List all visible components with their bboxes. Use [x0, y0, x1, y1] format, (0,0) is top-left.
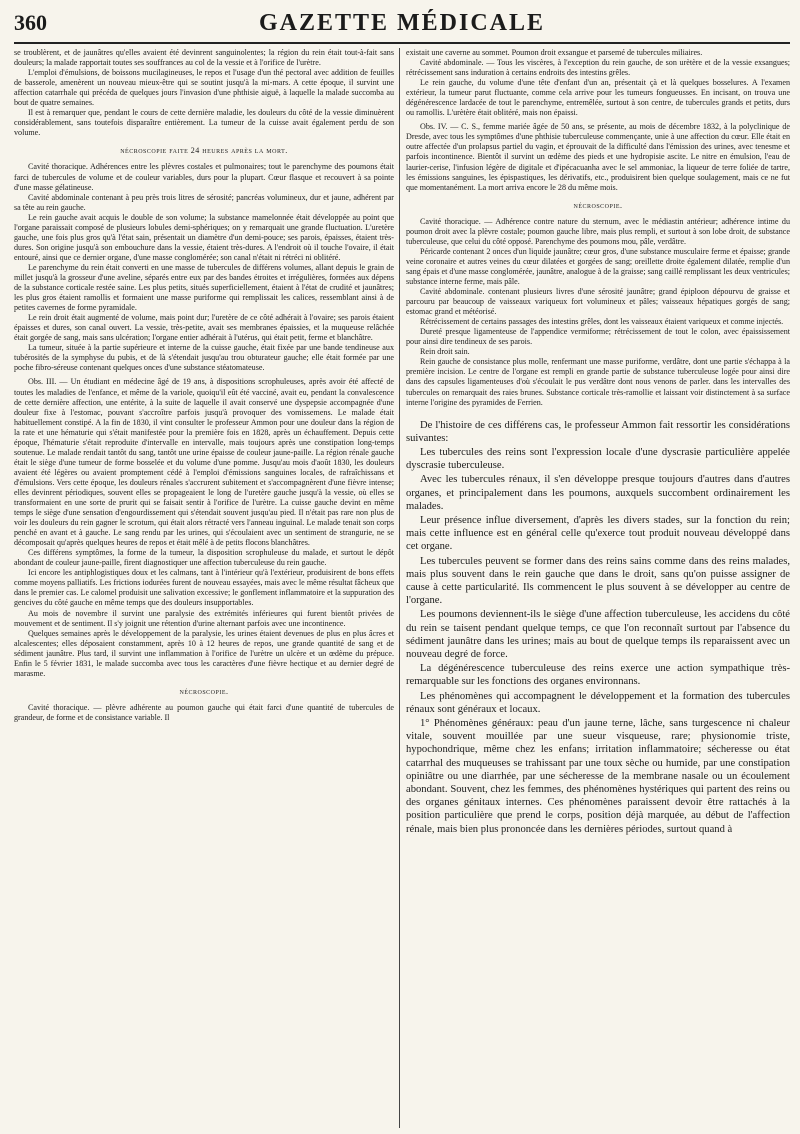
paragraph: existait une caverne au sommet. Poumon droit exsangue et parsemé de tubercules miliaires.	[406, 48, 703, 57]
paragraph: Dureté presque ligamenteuse de l'appendice vermiforme; rétrécissement de tout le colon, avec épaississement pour ainsi dire tendineux de ses parois.	[406, 327, 790, 347]
paragraph: Rein gauche de consistance plus molle, renfermant une masse puriforme, verdâtre, dont une partie s'échappa à la première incision. Le centre de l'organe est rempli en grande partie de substance tuberculeuse logée pour ainsi dire dans des capsules ligamenteuses d'où s'écoulait le pus verdâtre dont nous venons de parler. dans les intervalles des tubercules on remarquait des raies brunes. Substance corticale très-ramollie et laissant voir distinctement à sa surface interne l'origine des pyramides de Ferrien.	[406, 357, 790, 407]
page-header	[14, 8, 790, 44]
page-number: 360	[14, 10, 47, 35]
paragraph: La dégénérescence tuberculeuse des reins exerce une action sympathique très-remarquable sur les fonctions des organes environnans.	[406, 663, 790, 688]
right-small-text	[406, 48, 790, 408]
paragraph-observation-4: Obs. IV. — C. S., femme mariée âgée de 50 ans, se présente, au mois de décembre 1832, à la polyclinique de Dresde, avec tous les symptômes d'une phthisie tuberculeuse commençante, unie à une affection du cœur. Elle était en outre affectée d'un prolapsus partiel du vagin, et éprouvait de la difficulté dans l'émission des urines, avec tenesme et parfois incontinence. Bientôt il survint un œdème des pieds et une hydropisie ascite. Le nitre en émulsion, l'eau de laurier-cerise, l'infusion légère de digitale et d'ipécacuanha avec le sel ammoniac, la liqueur de terre foliée de tartre, les émissions sanguines, les épispastiques, les dérivatifs, etc., produisirent bien quelque soulagement, mais ce ne fut que momentanément. La mort arriva encore le 28 du même mois.	[406, 122, 790, 192]
paragraph: Cavité abdominale. contenant plusieurs livres d'une sérosité jaunâtre; grand épiploon dépourvu de graisse et parcouru par beaucoup de vaisseaux variqueux fort volumineux et pâles; vaisseaux hépatiques gorgés de sang; estomac grand et météorisé.	[406, 287, 790, 317]
section-heading-necropsy: nécroscopie faite 24 heures après la mort.	[120, 146, 288, 156]
paragraph: Rétrécissement de certains passages des intestins grêles, dont les vaisseaux étaient variqueux et comme injectés.	[420, 317, 784, 327]
paragraph-observation-3: Obs. III. — Un étudiant en médecine âgé de 19 ans, à dispositions scrophuleuses, après avoir été affecté de toutes les maladies de l'enfance, et même de la variole, quoiqu'il eût été vacciné, avait eu, pendant la convalescence de cette dernière affection, une entérite, à la suite de laquelle il avait conservé une dyspepsie accompagnée d'une douleur fixe à l'estomac, pouvant s'accroître parfois jusqu'à provoquer des vomissemens. Le malade était habituellement constipé. A la fin de 1830, il vint consulter le professeur Ammon pour une douleur dans la région de la rate et une hématurie qui s'était manifestée pour la première fois en 1828, après un échauffement. Depuis cette époque, l'hématurie s'était reproduite d'intervalle en intervalle, mais toujours après une constipation long-temps soutenue. Le malade rendait tantôt du sang, tantôt une urine épaisse de couleur jaune-paille. La région rénale gauche était le siège d'une tumeur de forme bosselée et du volume d'une pomme. Jusqu'au mois d'août 1830, les douleurs avaient été légères ou avaient promptement cédé à l'emploi d'émissions sanguines locales, de rafraîchissans et d'émulsions. Vers cette époque, les douleurs rénales s'accrurent subitement et s'accompagnèrent d'une fièvre intense; elles devinrent périodiques, souvent elles se propageaient le long de l'uretère gauche jusqu'à la vessie, où elles se transformaient en une sorte de prurit qui se faisait sentir à l'orifice de l'urètre. La cuisse gauche devint en même temps le siège d'une sensation d'engourdissement qui s'étendait souvent jusqu'au pied. Il n'était pas rare non plus de voir les douleurs du rein gagner le scrotum, qui était alors rétracté vers l'anneau inguinal. Le malade tenait son corps penché en avant et à gauche. Le sang rendu par les urines, qui s'écoulaient avec un sentiment de strangurie, ne se décomposait qu'après quelques heures de repos et était mêlé à de petits flocons blanchâtres.	[14, 377, 394, 548]
paragraph: Les poumons deviennent-ils le siège d'une affection tuberculeuse, les accidens du côté du rein se taisent pendant quelque temps, ce que l'on reconnaît surtout par l'absence du sédiment jaunâtre dans les urines; mais au bout de quelque temps ils reparaissent avec un nouveau degré de force.	[406, 609, 790, 661]
paragraph: L'emploi d'émulsions, de boissons mucilagineuses, le repos et l'usage d'un thé pectoral avec addition de feuilles de basserole, amenèrent un nouveau mieux-être qui se soutint jusqu'à la mi-mars. A cette époque, il survint une affection catarrhale qui précéda de quelques jours l'invasion d'une phthisie aiguë, à laquelle la malade succomba au bout de quatre semaines.	[14, 68, 394, 108]
paragraph: Les tubercules des reins sont l'expression locale d'une dyscrasie particulière appelée dyscrasie tuberculeuse.	[406, 447, 790, 472]
paragraph: La tumeur, située à la partie supérieure et interne de la cuisse gauche, était fixée par une bande tendineuse aux tubérosités de la symphyse du pubis, et de là s'étendait jusqu'au trou obturateur gauche; elle était formée par une poche fibro-séreuse contenant quelques onces d'une substance stéatomateuse.	[14, 343, 394, 373]
paragraph: Les phénomènes qui accompagnent le développement et la formation des tubercules rénaux sont généraux et locaux.	[406, 690, 790, 715]
journal-title: GAZETTE MÉDICALE	[258, 10, 546, 36]
right-large-text	[406, 419, 790, 836]
paragraph: Quelques semaines après le développement de la paralysie, les urines étaient devenues de plus en plus âcres et alcalescentes; elles déposaient constamment, après 10 à 12 heures de repos, une grande quantité de sang et de sédiment jaunâtre. Plus tard, il survint une inflammation à l'orifice de l'urètre un ulcère et un œdème du prépuce. Enfin le 5 février 1831, le malade succomba avec tous les caractères d'une fièvre hectique et au dernier degré de marasme.	[14, 628, 394, 678]
article-columns	[14, 48, 790, 1128]
paragraph: Le rein gauche, du volume d'une tête d'enfant d'un an, présentait çà et là quelques bosselures. A l'examen extérieur, la tumeur parut fluctuante, comme cela arrive pour les tumeurs fongueusses. En incisant, on trouva une dégénérescence lardacée de tout le parenchyme, entremêlée, surtout à son centre, de tubercules grands et petits, durs ou ramollis. L'urètère était oblitéré, mais non épaissi.	[406, 78, 790, 118]
left-column	[14, 48, 394, 1128]
paragraph: Leur présence influe diversement, d'après les divers stades, sur la fonction du rein; mais cette influence est en général celle qu'exerce tout produit nouveau développé dans cet organe.	[406, 515, 790, 553]
column-divider	[399, 48, 400, 1128]
paragraph: Le rein droit était augmenté de volume, mais point dur; l'uretère de ce côté adhérait à l'ovaire; ses parois étaient épaisses et dures, son canal ouvert. La vessie, très-petite, avait ses membranes épaissies, et la muqueuse relâchée était gorgée de sang, mais sans ulcération; l'organe entier adhérait à l'utérus, qui était petit, ferme et blanchâtre.	[14, 313, 394, 343]
paragraph: De l'histoire de ces différens cas, le professeur Ammon fait ressortir les considérations suivantes:	[406, 419, 790, 444]
paragraph: Au mois de novembre il survint une paralysie des extrémités inférieures qui furent bientôt privées de mouvement et de sentiment. Il s'y joignit une rétention d'urine alternant parfois avec une incontinence.	[14, 608, 394, 628]
paragraph: Le rein gauche avait acquis le double de son volume; la substance mamelonnée était développée au point que l'organe paraissait composé de plusieurs lobules demi-sphériques; on y remarquait une grande fluctuation. L'uretère gauche, une fois plus gros qu'à l'état sain, présentait un diamètre d'un demi-pouce; ses parois, épaisses, étaient très-dures. Son origine jusqu'à son embouchure dans la vessie, étaient très-dures. A l'endroit où il touche l'ovaire, il était entouré, ainsi que ce dernier organe, d'une masse conglomérée; son canal n'était ni rétréci ni oblitéré.	[14, 212, 394, 262]
paragraph: se troublèrent, et de jaunâtres qu'elles avaient été devinrent sanguinolentes; la région du rein était tout-à-fait sans douleurs; la malade rapportait toutes ses souffrances au col de la vessie et à l'orifice de l'urètre.	[14, 48, 394, 68]
paragraph: Cavité abdominale. — Tous les viscères, à l'exception du rein gauche, de son urètère et de la vessie exsangues; rétrécissement sans induration à certains endroits des intestins grêles.	[406, 58, 790, 78]
paragraph: Cavité abdominale contenant à peu près trois litres de sérosité; pancréas volumineux, dur et jaune, adhérent par sa tête au rein gauche.	[14, 192, 394, 212]
paragraph: Le parenchyme du rein était converti en une masse de tubercules de différens volumes, allant depuis le grain de millet jusqu'à la grosseur d'une aveline, séparés entre eux par des bandes étroites et irrégulières, formées aux dépens de la substance corticale restée saine. Les plus petits, situés superficiellement, étaient à l'état de crudité et jaunâtres; les plus gros étaient ramollis et formaient une masse puriforme qui remplissait les calices, ressemblant ainsi à de petites cavernes de forme pyramidale.	[14, 262, 394, 313]
paragraph: Ici encore les antiphlogistiques doux et les calmans, tant à l'intérieur qu'à l'extérieur, produisirent de bons effets comme moyens palliatifs. Les frictions iodurées furent de nouveau essayées, mais avec le même résultat fâcheux que dans le premier cas. Le calomel produisit une salivation excessive; le gonflement inflammatoire et la suppuration des gencives du côté gauche en même temps que des douleurs insupportables.	[14, 568, 394, 608]
right-column	[406, 48, 790, 1128]
paragraph: Cavité thoracique. — plèvre adhérente au poumon gauche qui était farci d'une quantité de tubercules de grandeur, de forme et de consistance variable. Il	[14, 702, 394, 722]
paragraph: 1° Phénomènes généraux: peau d'un jaune terne, lâche, sans turgescence ni chaleur vitale, souvent mouillée par une sueur visqueuse, rare; physionomie triste, hypochondrique, même chez les enfans; irritation inflammatoire; sécheresse ou état catarrhal des muqueuses se trahissant par une toux sèche ou humide, par une constipation opiniâtre ou une diarrhée, par une sécheresse de la membrane nasale ou un écoulement abondant. Souvent, chez les femmes, des phénomènes hystériques qui partent des reins ou des organes génitaux internes. Ces phénomènes paraissent devoir être rattachés à la position particulière que prend le corps, position déjà marquée, au début de l'affection rénale, mais bien plus prononcée dans les dernières périodes, surtout quand à	[406, 718, 790, 835]
paragraph: Cavité thoracique. Adhérences entre les plèvres costales et pulmonaires; tout le parenchyme des poumons était farci de tubercules de volume et de couleur variables, durs pour la plupart. Cœur flasque et recouvert à sa pointe d'une masse gélatineuse.	[14, 162, 394, 192]
paragraph: Ces différens symptômes, la forme de la tumeur, la disposition scrophuleuse du malade, et surtout le dépôt abondant de couleur jaune-paille, firent diagnostiquer une affection tuberculeuse du rein gauche.	[14, 548, 394, 568]
paragraph: Avec les tubercules rénaux, il s'en développe presque toujours d'autres dans d'autres organes, et principalement dans les poumons, auxquels succombent ordinairement les malades.	[406, 474, 790, 512]
spacer	[406, 408, 790, 418]
section-heading-necropsy: nécroscopie.	[573, 200, 623, 210]
paragraph: Rein droit sain.	[420, 347, 470, 357]
paragraph: Cavité thoracique. — Adhérence contre nature du sternum, avec le médiastin antérieur; adhérence intime du poumon droit avec la plèvre costale; poumon gauche libre, mais plus rempli, et surtout à son lobe droit, de substance tuberculeuse, que celui du côté opposé. Parenchyme des poumons mou, pâle, verdâtre.	[406, 216, 790, 246]
paragraph: Il est à remarquer que, pendant le cours de cette dernière maladie, les douleurs du côté de la vessie diminuèrent considérablement, sans toutefois disparaître entièrement. La tumeur de la cuisse avait également perdu de son volume.	[14, 108, 394, 138]
paragraph: Les tubercules peuvent se former dans des reins sains comme dans des reins malades, mais plus souvent dans le rein gauche que dans le droit, sans qu'on puisse assigner de cause à cette particularité. Ils commencent le plus souvent à se développer au centre de l'organe.	[406, 555, 790, 607]
section-heading-necropsy: nécroscopie.	[179, 686, 229, 696]
paragraph: Péricarde contenant 2 onces d'un liquide jaunâtre; cœur gros, d'une substance musculaire ferme et épaisse; grande veine coronaire et autres veines du cœur dilatées et gorgées de sang; oreillette droite également dilatée, remplie d'un sang épais et d'une masse conglomérée, jaunâtre, analogue à de la graisse; sang caillé remplissant les deux ventricules; substance interne ferme, mais pâle.	[406, 246, 790, 286]
newspaper-page	[14, 8, 790, 1128]
